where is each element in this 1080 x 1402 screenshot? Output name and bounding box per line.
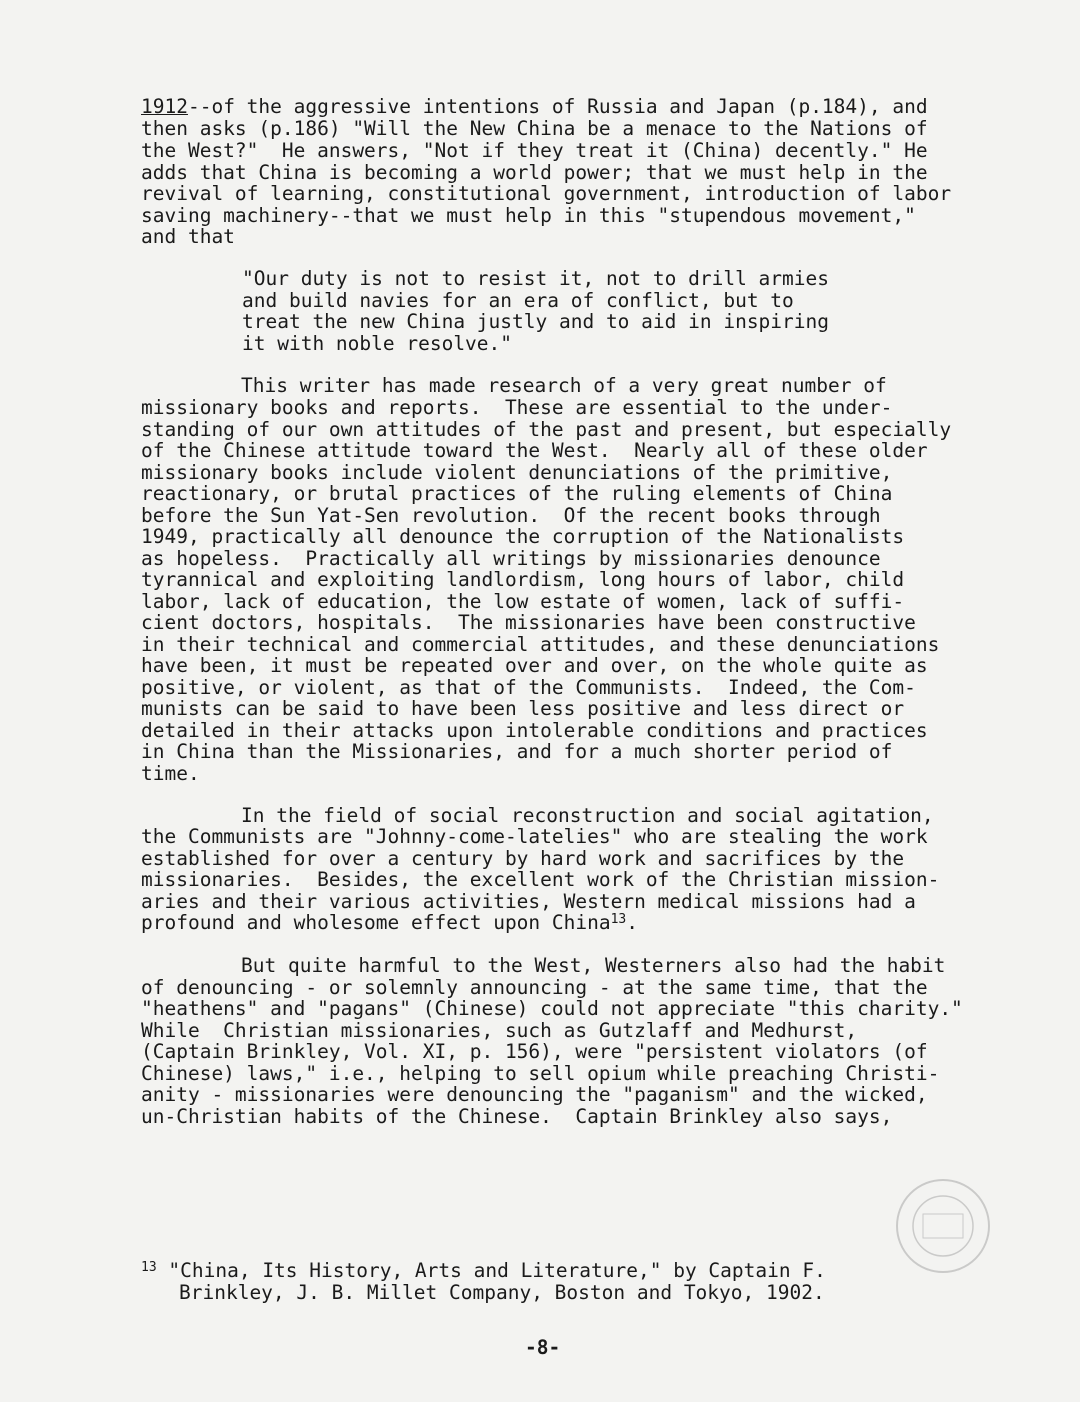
text-line: in China than the Missionaries, and for a much shorter period of — [141, 740, 893, 763]
text-line: munists can be said to have been less positive and less direct or — [141, 697, 905, 720]
footnote: $^{13}$ "China, Its History, Arts and Literature," by Captain F. — [141, 1259, 826, 1282]
quote-line: it with noble resolve." — [242, 332, 513, 355]
text-line: time. — [141, 762, 200, 785]
quote-line: "Our duty is not to resist it, not to drill armies — [242, 267, 829, 290]
text-line: then asks (p.186) "Will the New China be a menace to the Nations of — [141, 117, 928, 140]
text-line: But quite harmful to the West, Westerners also had the habit — [241, 954, 946, 977]
text-line: reactionary, or brutal practices of the ruling elements of China — [141, 482, 893, 505]
text-line: saving machinery--that we must help in this "stupendous movement," — [141, 204, 916, 227]
footnote-reference: 13 — [610, 912, 627, 927]
text-line: 1912--of the aggressive intentions of Russia and Japan (p.184), and — [141, 95, 928, 118]
text-line: as hopeless. Practically all writings by missionaries denounce — [141, 547, 881, 570]
text-line: have been, it must be repeated over and over, on the whole quite as — [141, 654, 928, 677]
text-line: of denouncing - or solemnly announcing - at the same time, that the — [141, 976, 928, 999]
text-line: standing of our own attitudes of the past and present, but especially — [141, 418, 952, 441]
text-line: aries and their various activities, Western medical missions had a — [141, 890, 916, 913]
text-line: While Christian missionaries, such as Gutzlaff and Medhurst, — [141, 1019, 858, 1042]
footnote-line: Brinkley, J. B. Millet Company, Boston and Tokyo, 1902. — [179, 1281, 825, 1304]
text-line: "heathens" and "pagans" (Chinese) could not appreciate "this charity." — [141, 997, 963, 1020]
text-line: revival of learning, constitutional government, introduction of labor — [141, 182, 952, 205]
quote-line: and build navies for an era of conflict, but to — [242, 289, 794, 312]
text-line: adds that China is becoming a world power; that we must help in the — [141, 161, 928, 184]
text-line: profound and wholesome effect upon China$^{13}$. — [141, 911, 639, 934]
text-line: of the Chinese attitude toward the West. Nearly all of these older — [141, 439, 928, 462]
page-number: -8- — [525, 1336, 561, 1359]
text-line: 1949, practically all denounce the corruption of the Nationalists — [141, 525, 905, 548]
text-line: the West?" He answers, "Not if they treat it (China) decently." He — [141, 139, 928, 162]
text-line: missionaries. Besides, the excellent work of the Christian mission- — [141, 868, 940, 891]
text-line: This writer has made research of a very great number of — [241, 374, 887, 397]
text-line: (Captain Brinkley, Vol. XI, p. 156), were "persistent violators (of — [141, 1040, 928, 1063]
archive-stamp-icon — [878, 1176, 1008, 1276]
text-line: and that — [141, 225, 235, 248]
text-line: anity - missionaries were denouncing the "paganism" and the wicked, — [141, 1083, 928, 1106]
text-line: detailed in their attacks upon intolerable conditions and practices — [141, 719, 928, 742]
text-line: established for over a century by hard work and sacrifices by the — [141, 847, 905, 870]
year-1912: 1912 — [141, 95, 188, 118]
text-line: cient doctors, hospitals. The missionaries have been constructive — [141, 611, 916, 634]
text-line: tyrannical and exploiting landlordism, long hours of labor, child — [141, 568, 905, 591]
text-line: positive, or violent, as that of the Communists. Indeed, the Com- — [141, 676, 916, 699]
text-line: missionary books include violent denunciations of the primitive, — [141, 461, 893, 484]
text-line: missionary books and reports. These are essential to the under- — [141, 396, 893, 419]
text-line: the Communists are "Johnny-come-latelies" who are stealing the work — [141, 825, 928, 848]
text-line: Chinese) laws," i.e., helping to sell opium while preaching Christi- — [141, 1062, 940, 1085]
quote-line: treat the new China justly and to aid in inspiring — [242, 310, 829, 333]
footnote-number: 13 — [141, 1260, 157, 1275]
text-line: before the Sun Yat-Sen revolution. Of the recent books through — [141, 504, 881, 527]
text-line: labor, lack of education, the low estate of women, lack of suffi- — [141, 590, 905, 613]
text-line: un-Christian habits of the Chinese. Captain Brinkley also says, — [141, 1105, 893, 1128]
text-line: in their technical and commercial attitudes, and these denunciations — [141, 633, 940, 656]
text-line: In the field of social reconstruction and social agitation, — [241, 804, 934, 827]
